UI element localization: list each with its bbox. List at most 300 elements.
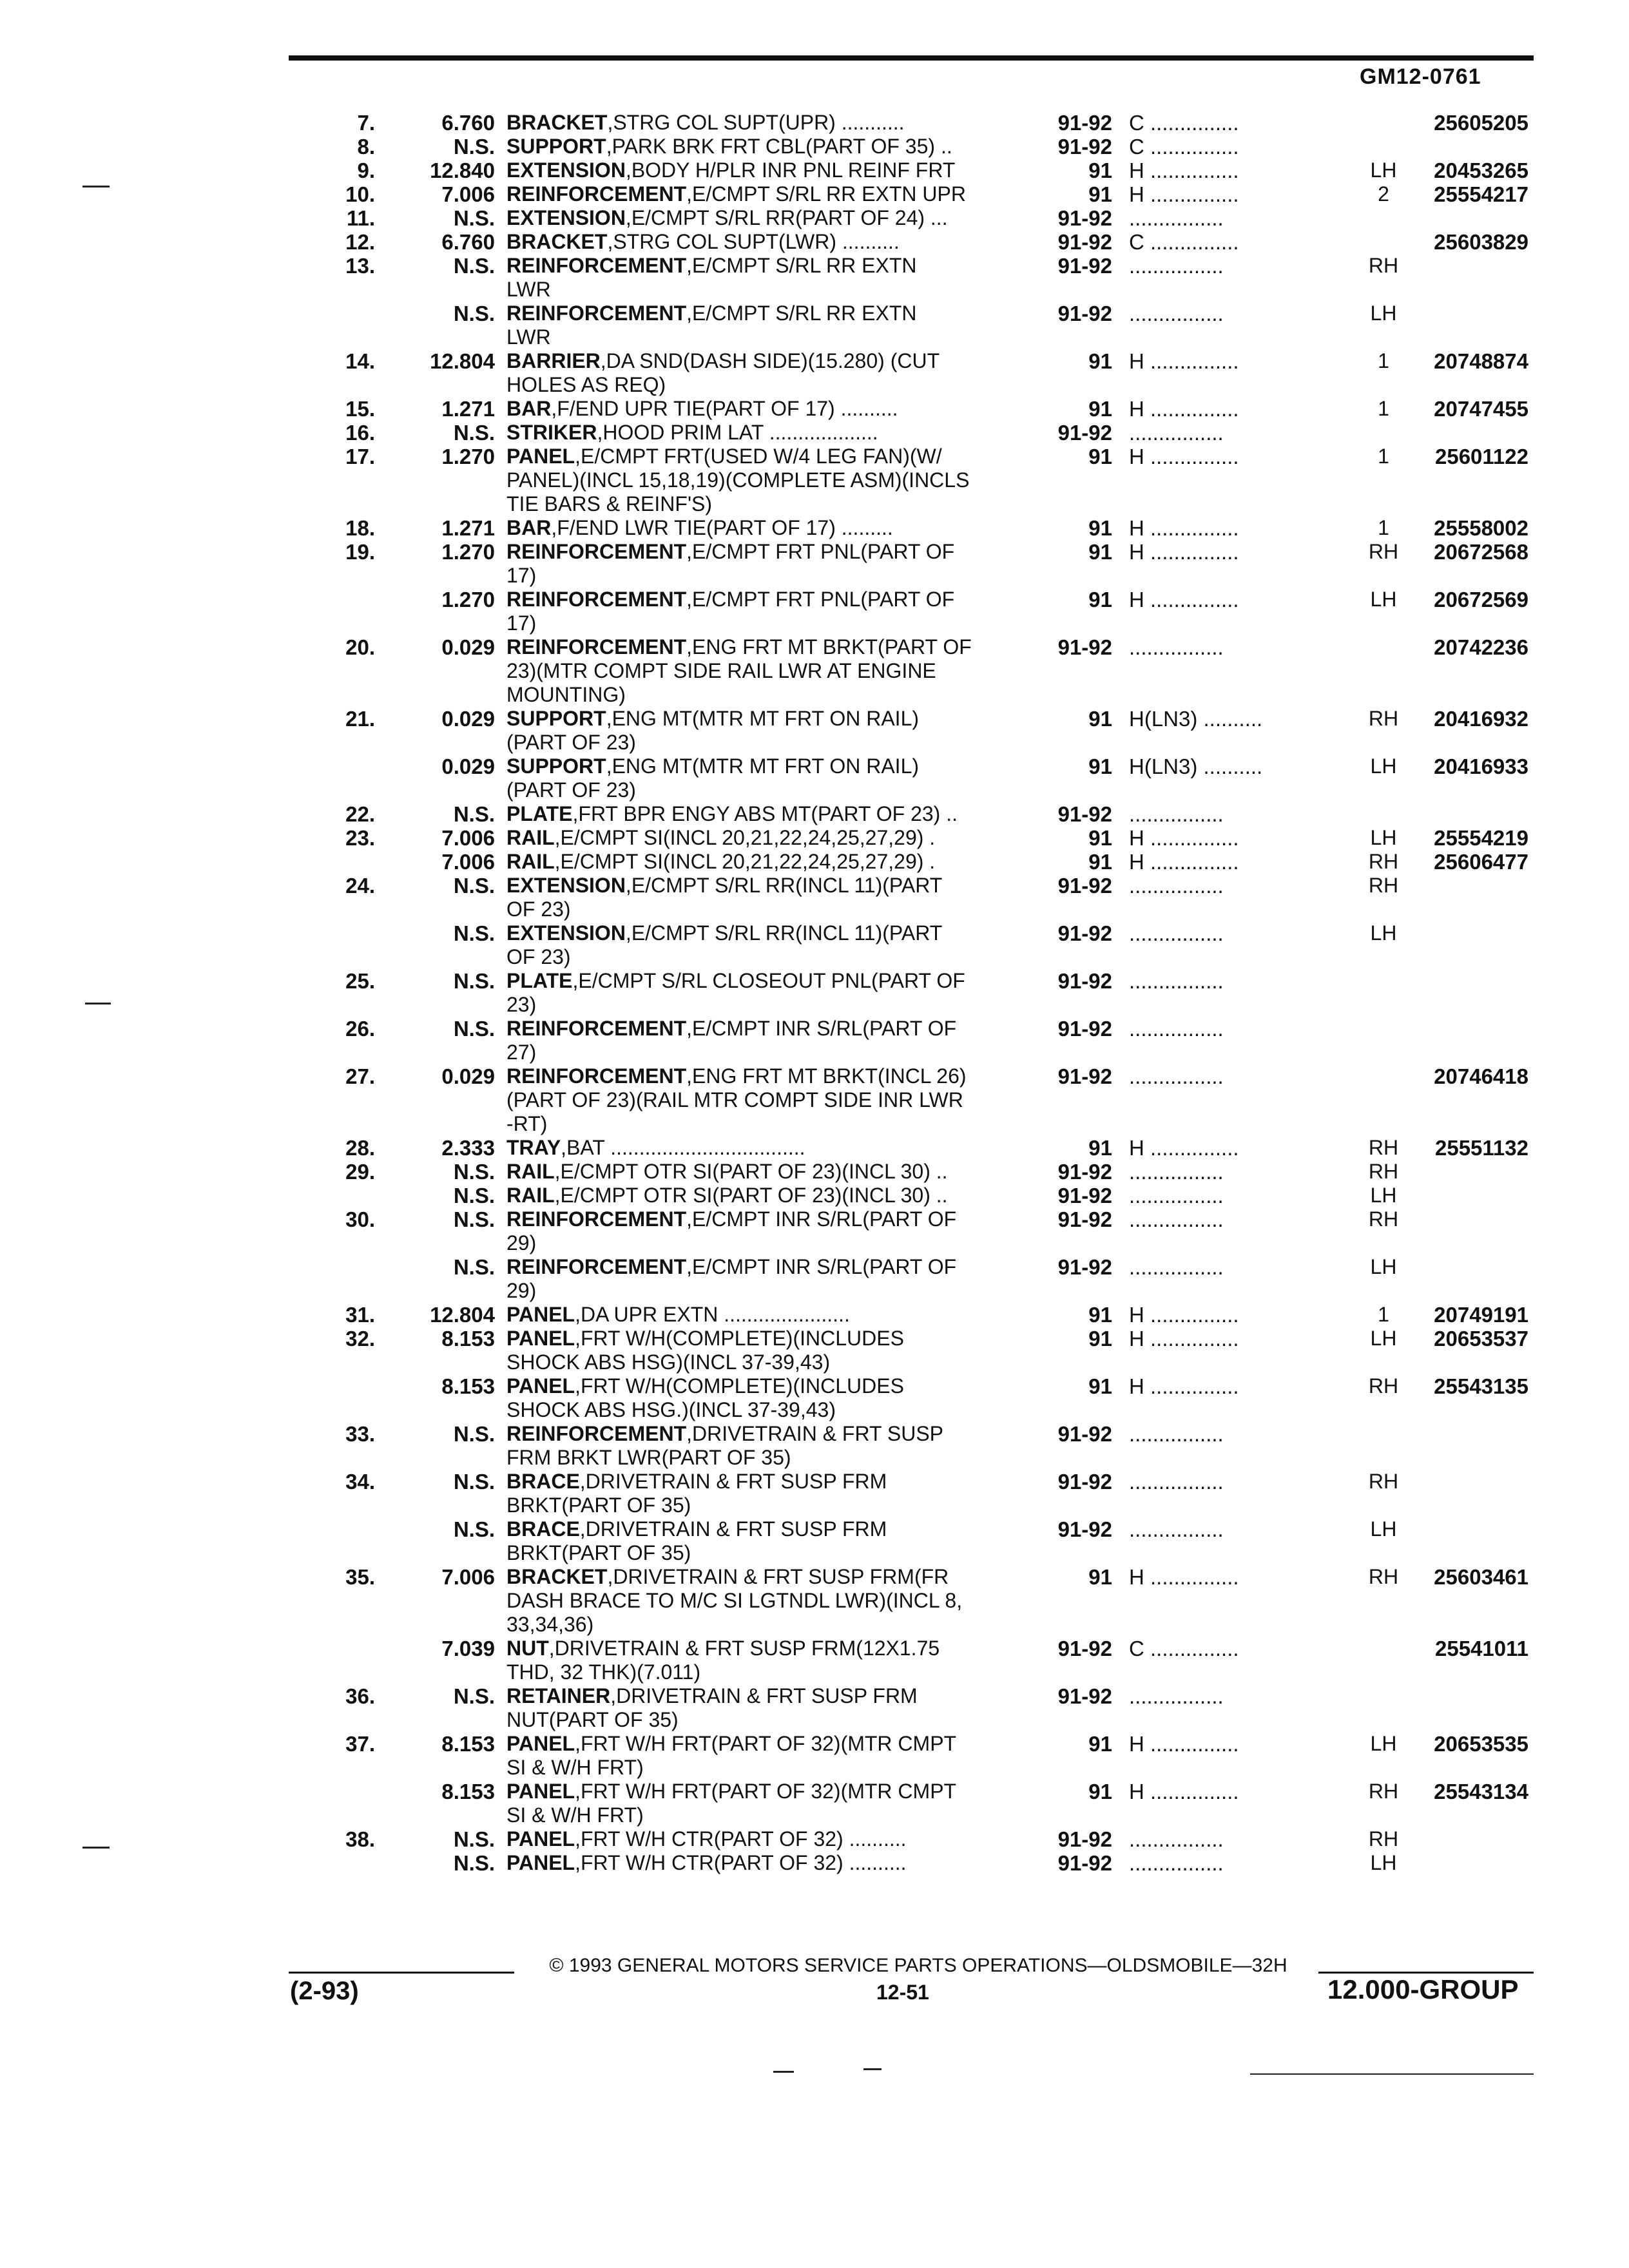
body-code: ................ (1129, 1207, 1224, 1231)
part-description (506, 588, 1035, 635)
body-code: C ............... (1129, 135, 1239, 159)
scan-mark (773, 2071, 794, 2073)
model-year: 91-92 (1057, 111, 1112, 135)
part-row (0, 1136, 1629, 1160)
quantity-or-side: RH (1368, 1160, 1399, 1183)
quantity-or-side: 2 (1378, 182, 1389, 206)
part-description (506, 754, 1035, 802)
body-code: H ............... (1129, 1374, 1239, 1398)
group-number: 0.029 (441, 635, 495, 659)
model-year: 91-92 (1057, 254, 1112, 278)
quantity-or-side: RH (1368, 850, 1399, 873)
document-id: GM12-0761 (1360, 64, 1481, 89)
part-name: EXTENSION (506, 206, 626, 229)
item-number: 23. (345, 826, 375, 850)
part-name: REINFORCEMENT (506, 588, 687, 611)
part-description (506, 969, 1035, 1017)
part-description (506, 802, 1035, 826)
part-name: REINFORCEMENT (506, 1422, 687, 1445)
part-description (506, 159, 1035, 182)
group-number: N.S. (453, 802, 495, 826)
part-row (0, 1684, 1629, 1732)
part-row (0, 1184, 1629, 1207)
model-year: 91-92 (1057, 1851, 1112, 1875)
quantity-or-side: LH (1370, 1184, 1397, 1207)
part-name: REINFORCEMENT (506, 1207, 687, 1231)
part-description (506, 1565, 1035, 1637)
body-code: H ............... (1129, 159, 1239, 182)
model-year: 91 (1088, 1136, 1112, 1160)
part-description (506, 1136, 1035, 1160)
part-row (0, 206, 1629, 230)
item-number: 35. (345, 1565, 375, 1589)
model-year: 91 (1088, 1565, 1112, 1589)
model-year: 91-92 (1057, 1827, 1112, 1851)
part-row (0, 1780, 1629, 1827)
body-code: ................ (1129, 1851, 1224, 1875)
body-code: H ............... (1129, 1136, 1239, 1160)
item-number: 12. (345, 230, 375, 254)
part-number: 20672568 (1434, 540, 1528, 564)
model-year: 91 (1088, 159, 1112, 182)
part-detail: ,ENG MT(MTR MT FRT ON RAIL) (PART OF 23) (506, 754, 920, 802)
part-name: RAIL (506, 1184, 555, 1207)
item-number: 28. (345, 1136, 375, 1160)
part-name: BRACE (506, 1517, 580, 1541)
part-row (0, 1160, 1629, 1184)
part-description (506, 421, 1035, 445)
scan-mark (863, 2068, 882, 2070)
group-number: N.S. (453, 1422, 495, 1446)
group-number: 8.153 (441, 1732, 495, 1756)
item-number: 31. (345, 1303, 375, 1327)
part-description (506, 254, 1035, 302)
group-number: N.S. (453, 1207, 495, 1231)
part-number: 20742236 (1434, 635, 1528, 659)
part-number: 20453265 (1434, 159, 1528, 182)
group-number: 0.029 (441, 754, 495, 778)
page-number: 12-51 (876, 1981, 929, 2004)
part-name: REINFORCEMENT (506, 540, 687, 563)
part-row (0, 1637, 1629, 1684)
part-description (506, 1374, 1035, 1422)
item-number: 15. (345, 397, 375, 421)
model-year: 91-92 (1057, 1017, 1112, 1041)
part-detail: ,DRIVETRAIN & FRT SUSP FRM BRKT LWR(PART OF 35) (506, 1422, 943, 1469)
model-year: 91 (1088, 850, 1112, 874)
quantity-or-side: RH (1368, 1565, 1399, 1588)
part-description (506, 445, 1035, 516)
body-code: ................ (1129, 802, 1224, 826)
part-detail: ,E/CMPT S/RL RR(INCL 11)(PART OF 23) (506, 921, 943, 968)
model-year: 91 (1088, 588, 1112, 611)
group-number: N.S. (453, 1184, 495, 1207)
group-number: N.S. (453, 1827, 495, 1851)
part-number: 25554217 (1434, 182, 1528, 206)
part-number: 25606477 (1434, 850, 1528, 874)
model-year: 91 (1088, 1374, 1112, 1398)
part-description (506, 1207, 1035, 1255)
part-detail: ,FRT W/H(COMPLETE)(INCLUDES SHOCK ABS HSG.)(INCL 37-39,43) (506, 1374, 904, 1421)
part-detail: ,DA UPR EXTN ...................... (575, 1303, 850, 1326)
part-row (0, 1851, 1629, 1875)
model-year: 91-92 (1057, 1637, 1112, 1660)
quantity-or-side: RH (1368, 1136, 1399, 1159)
group-number: 6.760 (441, 230, 495, 254)
part-description (506, 397, 1035, 421)
item-number: 17. (345, 445, 375, 468)
part-detail: ,ENG MT(MTR MT FRT ON RAIL) (PART OF 23) (506, 707, 920, 754)
part-row (0, 1374, 1629, 1422)
part-name: SUPPORT (506, 707, 606, 730)
footer-rule-left (289, 1972, 514, 1974)
body-code: ................ (1129, 1255, 1224, 1279)
part-description (506, 1327, 1035, 1374)
part-description (506, 635, 1035, 707)
body-code: ................ (1129, 1470, 1224, 1494)
scan-mark (82, 1847, 110, 1849)
part-description (506, 850, 1035, 874)
group-number: 1.271 (441, 516, 495, 540)
part-row (0, 802, 1629, 826)
part-number: 25605205 (1434, 111, 1528, 135)
model-year: 91 (1088, 1780, 1112, 1803)
scan-mark (1250, 2073, 1534, 2075)
quantity-or-side: RH (1368, 707, 1399, 730)
part-row (0, 182, 1629, 206)
part-row (0, 421, 1629, 445)
part-row (0, 1470, 1629, 1517)
part-detail: ,E/CMPT SI(INCL 20,21,22,24,25,27,29) . (554, 850, 936, 873)
part-number: 20416933 (1434, 754, 1528, 778)
part-detail: ,ENG FRT MT BRKT(PART OF 23)(MTR COMPT SIDE RAIL LWR AT ENGINE MOUNTING) (506, 635, 972, 706)
part-detail: ,E/CMPT S/RL RR EXTN LWR (506, 254, 917, 301)
part-detail: ,DRIVETRAIN & FRT SUSP FRM(12X1.75 THD, 32 THK)(7.011) (506, 1637, 940, 1684)
part-name: SUPPORT (506, 135, 606, 158)
group-number: N.S. (453, 1255, 495, 1279)
part-number: 20653537 (1434, 1327, 1528, 1350)
model-year: 91-92 (1057, 874, 1112, 898)
part-row (0, 1732, 1629, 1780)
top-rule (289, 55, 1534, 61)
body-code: ................ (1129, 302, 1224, 325)
part-row (0, 349, 1629, 397)
part-description (506, 349, 1035, 397)
part-row (0, 1017, 1629, 1064)
part-detail: ,STRG COL SUPT(LWR) .......... (607, 230, 900, 253)
group-number: 7.039 (441, 1637, 495, 1660)
part-description (506, 1732, 1035, 1780)
part-detail: ,E/CMPT S/RL RR EXTN UPR (686, 182, 966, 206)
part-detail: ,FRT W/H CTR(PART OF 32) .......... (575, 1827, 907, 1850)
part-description (506, 1160, 1035, 1184)
part-description (506, 707, 1035, 754)
model-year: 91-92 (1057, 1160, 1112, 1184)
part-description (506, 230, 1035, 254)
part-description (506, 1184, 1035, 1207)
quantity-or-side: 1 (1378, 516, 1389, 539)
body-code: ................ (1129, 1017, 1224, 1041)
part-row (0, 254, 1629, 302)
quantity-or-side: 1 (1378, 397, 1389, 420)
part-name: RAIL (506, 1160, 555, 1183)
body-code: H(LN3) .......... (1129, 707, 1263, 731)
quantity-or-side: LH (1370, 159, 1397, 182)
quantity-or-side: LH (1370, 1851, 1397, 1874)
model-year: 91 (1088, 707, 1112, 731)
item-number: 29. (345, 1160, 375, 1184)
item-number: 21. (345, 707, 375, 731)
body-code: H ............... (1129, 1303, 1239, 1327)
part-number: 25601122 (1434, 445, 1528, 468)
item-number: 14. (345, 349, 375, 373)
group-number: N.S. (453, 206, 495, 230)
part-name: BAR (506, 397, 552, 420)
group-number: 12.804 (430, 1303, 495, 1327)
group-number: 8.153 (441, 1780, 495, 1803)
group-label: 12.000-GROUP (1327, 1974, 1519, 2004)
model-year: 91-92 (1057, 969, 1112, 993)
part-detail: ,E/CMPT INR S/RL(PART OF 29) (506, 1255, 957, 1302)
part-detail: ,E/CMPT SI(INCL 20,21,22,24,25,27,29) . (554, 826, 936, 849)
model-year: 91-92 (1057, 135, 1112, 159)
model-year: 91-92 (1057, 1255, 1112, 1279)
part-description (506, 874, 1035, 921)
part-name: PANEL (506, 1303, 575, 1326)
group-number: 12.804 (430, 349, 495, 373)
group-number: N.S. (453, 1017, 495, 1041)
body-code: ................ (1129, 1517, 1224, 1541)
quantity-or-side: LH (1370, 921, 1397, 945)
part-detail: ,HOOD PRIM LAT ................... (597, 421, 878, 444)
group-number: 0.029 (441, 1064, 495, 1088)
part-detail: ,F/END UPR TIE(PART OF 17) .......... (551, 397, 898, 420)
quantity-or-side: LH (1370, 1327, 1397, 1350)
part-name: NUT (506, 1637, 549, 1660)
item-number: 22. (345, 802, 375, 826)
quantity-or-side: RH (1368, 1374, 1399, 1398)
model-year: 91 (1088, 826, 1112, 850)
part-name: PLATE (506, 969, 573, 992)
part-description (506, 1780, 1035, 1827)
model-year: 91-92 (1057, 302, 1112, 325)
part-row (0, 826, 1629, 850)
group-number: N.S. (453, 302, 495, 325)
part-detail: ,E/CMPT S/RL RR EXTN LWR (506, 302, 917, 349)
part-row (0, 230, 1629, 254)
part-row (0, 516, 1629, 540)
part-description (506, 826, 1035, 850)
model-year: 91-92 (1057, 1184, 1112, 1207)
model-year: 91 (1088, 397, 1112, 421)
part-row (0, 397, 1629, 421)
group-number: N.S. (453, 254, 495, 278)
part-row (0, 588, 1629, 635)
part-row (0, 1207, 1629, 1255)
part-detail: ,BAT .................................. (561, 1136, 805, 1159)
part-name: RETAINER (506, 1684, 611, 1707)
part-name: PANEL (506, 1780, 575, 1803)
part-description (506, 1064, 1035, 1136)
body-code: ................ (1129, 254, 1224, 278)
model-year: 91-92 (1057, 1064, 1112, 1088)
part-row (0, 159, 1629, 182)
body-code: ................ (1129, 635, 1224, 659)
body-code: ................ (1129, 1160, 1224, 1184)
model-year: 91 (1088, 1732, 1112, 1756)
part-detail: ,E/CMPT OTR SI(PART OF 23)(INCL 30) .. (554, 1184, 948, 1207)
part-detail: ,BODY H/PLR INR PNL REINF FRT (625, 159, 956, 182)
part-description (506, 206, 1035, 230)
group-number: 7.006 (441, 826, 495, 850)
item-number: 37. (345, 1732, 375, 1756)
part-number: 25603829 (1434, 230, 1528, 254)
model-year: 91-92 (1057, 206, 1112, 230)
part-number: 25551132 (1434, 1136, 1528, 1160)
part-detail: ,DRIVETRAIN & FRT SUSP FRM(FR DASH BRACE TO M/C SI LGTNDL LWR)(INCL 8, 33,34,36) (506, 1565, 963, 1636)
part-description (506, 111, 1035, 135)
model-year: 91 (1088, 516, 1112, 540)
quantity-or-side: LH (1370, 302, 1397, 325)
group-number: 1.271 (441, 397, 495, 421)
parts-list (0, 111, 1629, 1875)
part-name: PANEL (506, 445, 575, 468)
quantity-or-side: 1 (1378, 349, 1389, 372)
part-number: 25558002 (1434, 516, 1528, 540)
part-description (506, 1637, 1035, 1684)
quantity-or-side: LH (1370, 1255, 1397, 1278)
group-number: N.S. (453, 135, 495, 159)
quantity-or-side: LH (1370, 754, 1397, 778)
part-row (0, 540, 1629, 588)
revision-date: (2-93) (290, 1977, 359, 2005)
part-description (506, 516, 1035, 540)
model-year: 91 (1088, 754, 1112, 778)
part-row (0, 754, 1629, 802)
group-number: N.S. (453, 1851, 495, 1875)
part-number: 20748874 (1434, 349, 1528, 373)
item-number: 8. (357, 135, 375, 159)
model-year: 91-92 (1057, 635, 1112, 659)
part-detail: ,E/CMPT INR S/RL(PART OF 27) (506, 1017, 957, 1064)
body-code: ................ (1129, 421, 1224, 445)
part-row (0, 111, 1629, 135)
part-number: 20672569 (1434, 588, 1528, 611)
model-year: 91-92 (1057, 421, 1112, 445)
group-number: 0.029 (441, 707, 495, 731)
part-detail: ,PARK BRK FRT CBL(PART OF 35) .. (606, 135, 952, 158)
body-code: ................ (1129, 1064, 1224, 1088)
item-number: 32. (345, 1327, 375, 1350)
body-code: H ............... (1129, 1565, 1239, 1589)
group-number: 8.153 (441, 1374, 495, 1398)
item-number: 18. (345, 516, 375, 540)
item-number: 26. (345, 1017, 375, 1041)
part-row (0, 969, 1629, 1017)
part-name: BRACE (506, 1470, 580, 1493)
model-year: 91-92 (1057, 1207, 1112, 1231)
quantity-or-side: LH (1370, 826, 1397, 849)
body-code: ................ (1129, 1827, 1224, 1851)
item-number: 20. (345, 635, 375, 659)
body-code: C ............... (1129, 230, 1239, 254)
part-name: PANEL (506, 1851, 575, 1874)
part-description (506, 1255, 1035, 1303)
group-number: 1.270 (441, 540, 495, 564)
part-name: EXTENSION (506, 874, 626, 897)
body-code: H ............... (1129, 397, 1239, 421)
part-number: 25554219 (1434, 826, 1528, 850)
part-detail: ,E/CMPT S/RL RR(PART OF 24) ... (625, 206, 948, 229)
part-name: REINFORCEMENT (506, 254, 687, 277)
part-name: REINFORCEMENT (506, 635, 687, 658)
group-number: 12.840 (430, 159, 495, 182)
part-name: EXTENSION (506, 159, 626, 182)
part-name: BAR (506, 516, 552, 539)
part-number: 25543135 (1434, 1374, 1528, 1398)
quantity-or-side: RH (1368, 540, 1399, 563)
item-number: 30. (345, 1207, 375, 1231)
group-number: 1.270 (441, 445, 495, 468)
part-name: BRACKET (506, 230, 608, 253)
part-row (0, 445, 1629, 516)
part-detail: ,DA SND(DASH SIDE)(15.280) (CUT HOLES AS REQ) (506, 349, 940, 396)
part-row (0, 1827, 1629, 1851)
part-number: 20749191 (1434, 1303, 1528, 1327)
body-code: H ............... (1129, 850, 1239, 874)
part-number: 20746418 (1434, 1064, 1528, 1088)
part-name: BRACKET (506, 111, 608, 134)
item-number: 36. (345, 1684, 375, 1708)
part-number: 25541011 (1434, 1637, 1528, 1660)
part-description (506, 1684, 1035, 1732)
part-name: SUPPORT (506, 754, 606, 778)
part-detail: ,ENG FRT MT BRKT(INCL 26) (PART OF 23)(RAIL MTR COMPT SIDE INR LWR -RT) (506, 1064, 967, 1135)
item-number: 25. (345, 969, 375, 993)
part-name: RAIL (506, 850, 555, 873)
part-row (0, 850, 1629, 874)
part-name: REINFORCEMENT (506, 182, 687, 206)
item-number: 27. (345, 1064, 375, 1088)
quantity-or-side: RH (1368, 874, 1399, 897)
item-number: 7. (357, 111, 375, 135)
body-code: H ............... (1129, 349, 1239, 373)
part-description (506, 302, 1035, 349)
part-row (0, 1255, 1629, 1303)
part-detail: ,E/CMPT FRT PNL(PART OF 17) (506, 540, 955, 587)
quantity-or-side: LH (1370, 1732, 1397, 1755)
body-code: H ............... (1129, 182, 1239, 206)
model-year: 91 (1088, 1327, 1112, 1350)
group-number: N.S. (453, 1684, 495, 1708)
part-description (506, 182, 1035, 206)
part-detail: ,FRT BPR ENGY ABS MT(PART OF 23) .. (572, 802, 958, 825)
group-number: 8.153 (441, 1327, 495, 1350)
group-number: N.S. (453, 1470, 495, 1494)
part-detail: ,E/CMPT OTR SI(PART OF 23)(INCL 30) .. (554, 1160, 948, 1183)
part-number: 20747455 (1434, 397, 1528, 421)
body-code: ................ (1129, 206, 1224, 230)
part-detail: ,E/CMPT S/RL CLOSEOUT PNL(PART OF 23) (506, 969, 965, 1016)
model-year: 91 (1088, 182, 1112, 206)
footer-rule-right (1318, 1972, 1534, 1974)
part-description (506, 1303, 1035, 1327)
group-number: N.S. (453, 421, 495, 445)
model-year: 91-92 (1057, 802, 1112, 826)
part-row (0, 302, 1629, 349)
model-year: 91 (1088, 445, 1112, 468)
part-detail: ,FRT W/H FRT(PART OF 32)(MTR CMPT SI & W/H FRT) (506, 1780, 957, 1827)
